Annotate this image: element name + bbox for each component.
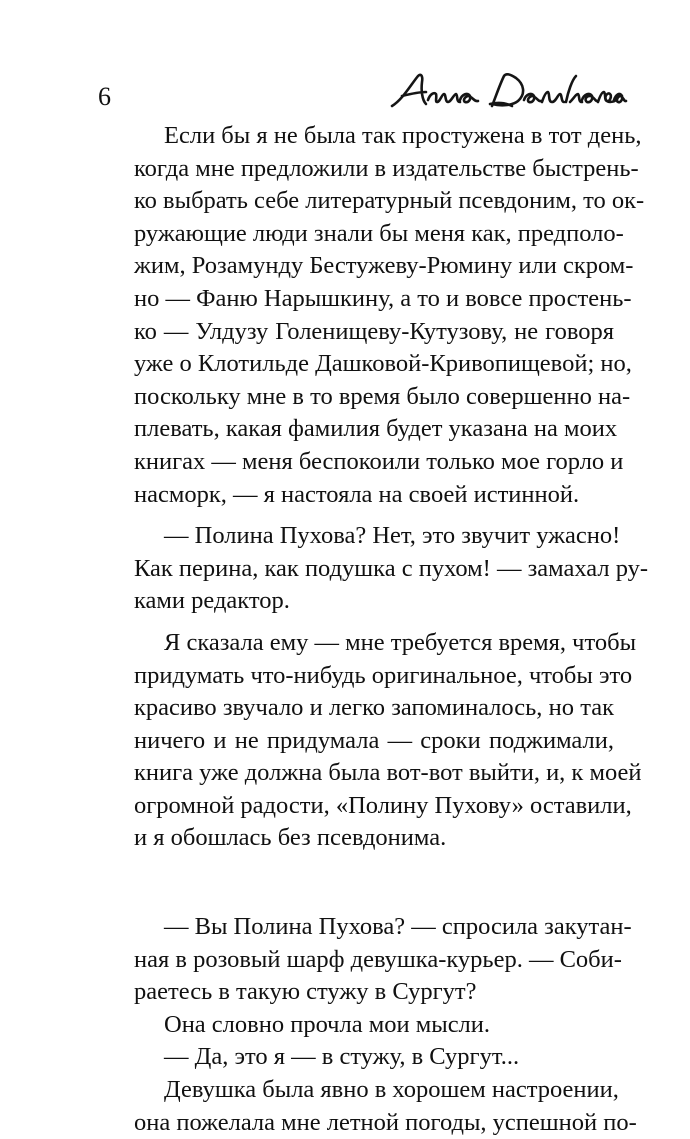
page-number: 6 — [98, 82, 111, 111]
paragraph-4 — [104, 911, 632, 1009]
text-line: придумать что-нибудь оригинальное, чтобы это — [134, 661, 633, 689]
text-line: когда мне предложили в издательстве быстрень- — [134, 154, 639, 182]
text-line: книгах — меня беспокоили только мое горло и — [134, 447, 624, 475]
text-line: — Да, это я — в стужу, в Сургут... — [164, 1043, 520, 1071]
text-line: Как перина, как подушка с пухом! — замахал ру- — [134, 554, 649, 582]
paragraph-5 — [104, 1009, 614, 1042]
paragraph-1 — [104, 120, 645, 511]
text-line: Девушка была явно в хорошем настроении, — [164, 1076, 619, 1104]
text-line: огромной радости, «Полину Пухову» оставили, — [134, 791, 632, 819]
text-line: ная в розовый шарф девушка-курьер. — Соби- — [134, 945, 622, 973]
text-line: ко — Улдузу Голенищеву-Кутузову, не говоря — [134, 317, 614, 345]
text-line: но — Фаню Нарышкину, а то и вовсе простень- — [134, 284, 632, 312]
text-line: ружающие люди знали бы меня как, предполо- — [134, 219, 624, 247]
text-line: — Вы Полина Пухова? — спросила закутан- — [164, 913, 632, 941]
paragraph-2 — [104, 520, 649, 618]
text-line: красиво звучало и легко запоминалось, но так — [134, 694, 614, 722]
paragraph-3 — [104, 627, 642, 855]
text-line: Я сказала ему — мне требуется время, чтобы — [164, 628, 637, 656]
text-line: плевать, какая фамилия будет указана на моих — [134, 415, 618, 443]
text-line: Если бы я не была так простужена в тот день, — [164, 122, 642, 149]
author-signature-logo — [388, 70, 628, 116]
text-line: ко выбрать себе литературный псевдоним, то ок- — [134, 187, 645, 215]
text-line: ками редактор. — [134, 587, 290, 615]
section-break — [104, 855, 614, 911]
body-text — [104, 120, 649, 1139]
text-line: жим, Розамунду Бестужеву-Рюмину или скром- — [134, 252, 634, 280]
text-line: книга уже должна была вот-вот выйти, и, к моей — [134, 759, 642, 787]
text-line: — Полина Пухова? Нет, это звучит ужасно! — [164, 522, 621, 550]
author-signature-script — [388, 70, 628, 116]
paragraph-7 — [104, 1074, 637, 1139]
paragraph-6 — [104, 1041, 614, 1074]
text-line: Она словно прочла мои мысли. — [164, 1010, 491, 1038]
text-line: ничего и не придумала — сроки поджимали, — [134, 726, 614, 754]
text-line: она пожелала мне летной погоды, успешной по- — [134, 1108, 637, 1136]
text-line: насморк, — я настояла на своей истинной. — [134, 480, 580, 508]
text-line: поскольку мне в то время было совершенно на- — [134, 382, 631, 410]
text-line: уже о Клотильде Дашковой-Кривопищевой; но, — [134, 350, 632, 378]
text-line: и я обошлась без псевдонима. — [134, 824, 447, 852]
text-line: раетесь в такую стужу в Сургут? — [134, 978, 477, 1006]
